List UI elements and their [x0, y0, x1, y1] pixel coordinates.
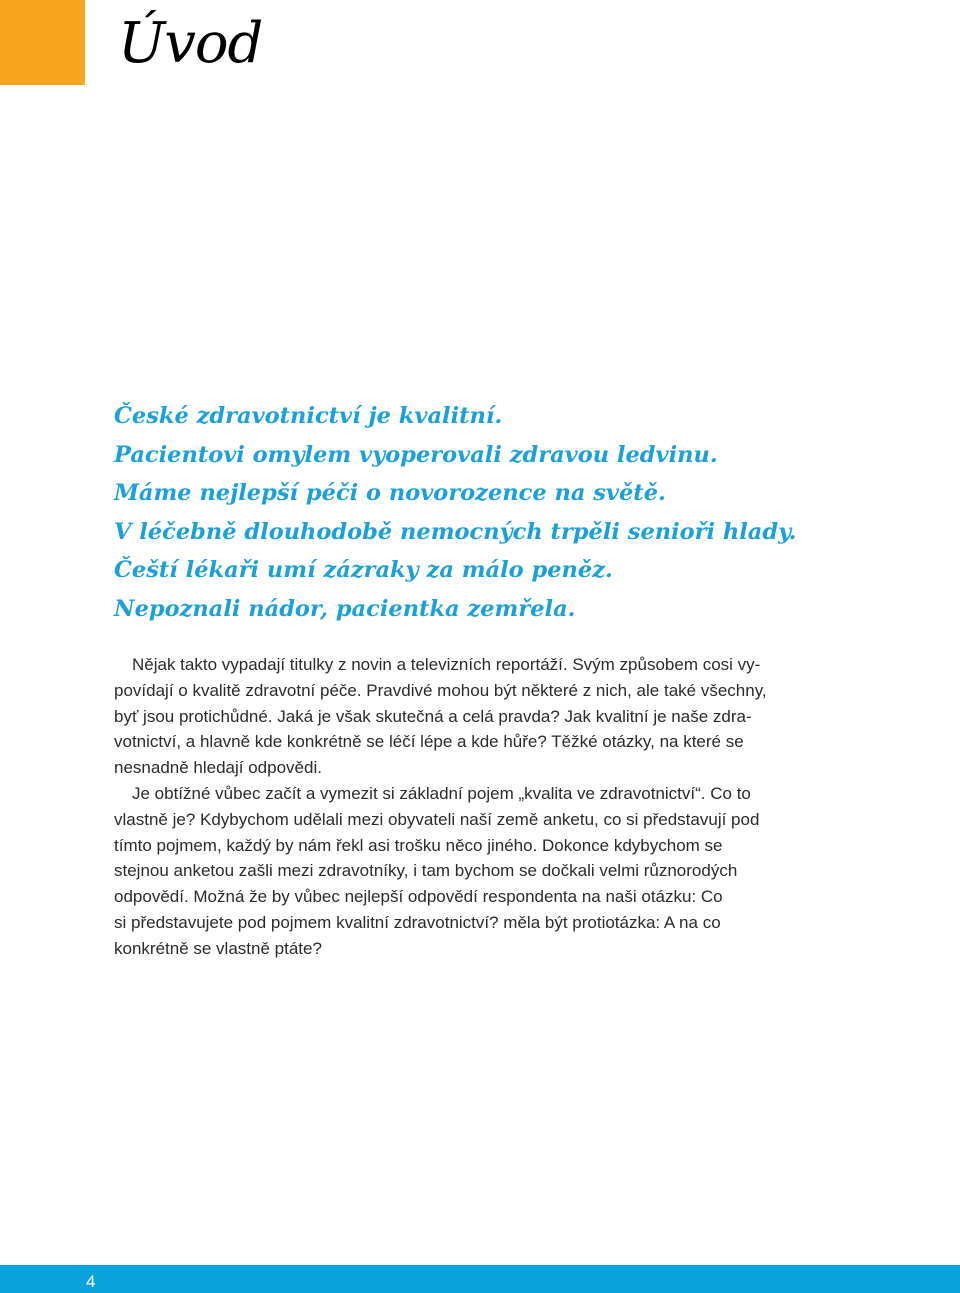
orange-corner-block: [0, 0, 85, 85]
headline-list: [114, 397, 914, 629]
headline: Čeští lékaři umí zázraky za málo peněz.: [114, 557, 613, 584]
text-line: odpovědí. Možná že by vůbec nejlepší odpovědí respondenta na naši otázku: Co: [114, 887, 723, 907]
paragraph-1: [114, 652, 854, 781]
body-text: [114, 652, 854, 962]
headline: České zdravotnictví je kvalitní.: [114, 403, 503, 429]
text-line: vlastně je? Kdybychom udělali mezi obyvateli naší země anketu, co si představují pod: [114, 809, 760, 829]
text-line: nesnadně hledají odpovědi.: [114, 758, 322, 778]
paragraph-2: [114, 781, 854, 962]
text-line: Nějak takto vypadají titulky z novin a televizních reportáží. Svým způsobem cosi vy-: [132, 655, 761, 674]
page-number: 4: [86, 1272, 96, 1291]
headline: Máme nejlepší péči o novorozence na světě.: [114, 480, 666, 507]
text-line: povídají o kvalitě zdravotní péče. Pravdivé mohou být některé z nich, ale také všechny,: [114, 680, 767, 700]
text-line: si představujete pod pojmem kvalitní zdravotnictví? měla být protiotázka: A na co: [114, 912, 721, 932]
text-line: stejnou anketou zašli mezi zdravotníky, i tam bychom se dočkali velmi různorodých: [114, 861, 738, 881]
text-line: Je obtížné vůbec začít a vymezit si základní pojem „kvalita ve zdravotnictví“. Co to: [132, 783, 751, 803]
page-title: Úvod: [118, 11, 263, 76]
headline: V léčebně dlouhodobě nemocných trpěli senioři hlady.: [114, 518, 797, 545]
text-line: byť jsou protichůdné. Jaká je však skutečná a celá pravda? Jak kvalitní je naše zdra-: [114, 706, 752, 726]
text-line: konkrétně se vlastně ptáte?: [114, 938, 322, 958]
headline: Pacientovi omylem vyoperovali zdravou ledvinu.: [114, 441, 718, 468]
footer-bar: [0, 1265, 960, 1293]
text-line: votnictví, a hlavně kde konkrétně se léčí lépe a kde hůře? Těžké otázky, na které se: [114, 732, 744, 752]
text-line: tímto pojmem, každý by nám řekl asi trošku něco jiného. Dokonce kdybychom se: [114, 835, 723, 855]
headline: Nepoznali nádor, pacientka zemřela.: [114, 595, 576, 622]
